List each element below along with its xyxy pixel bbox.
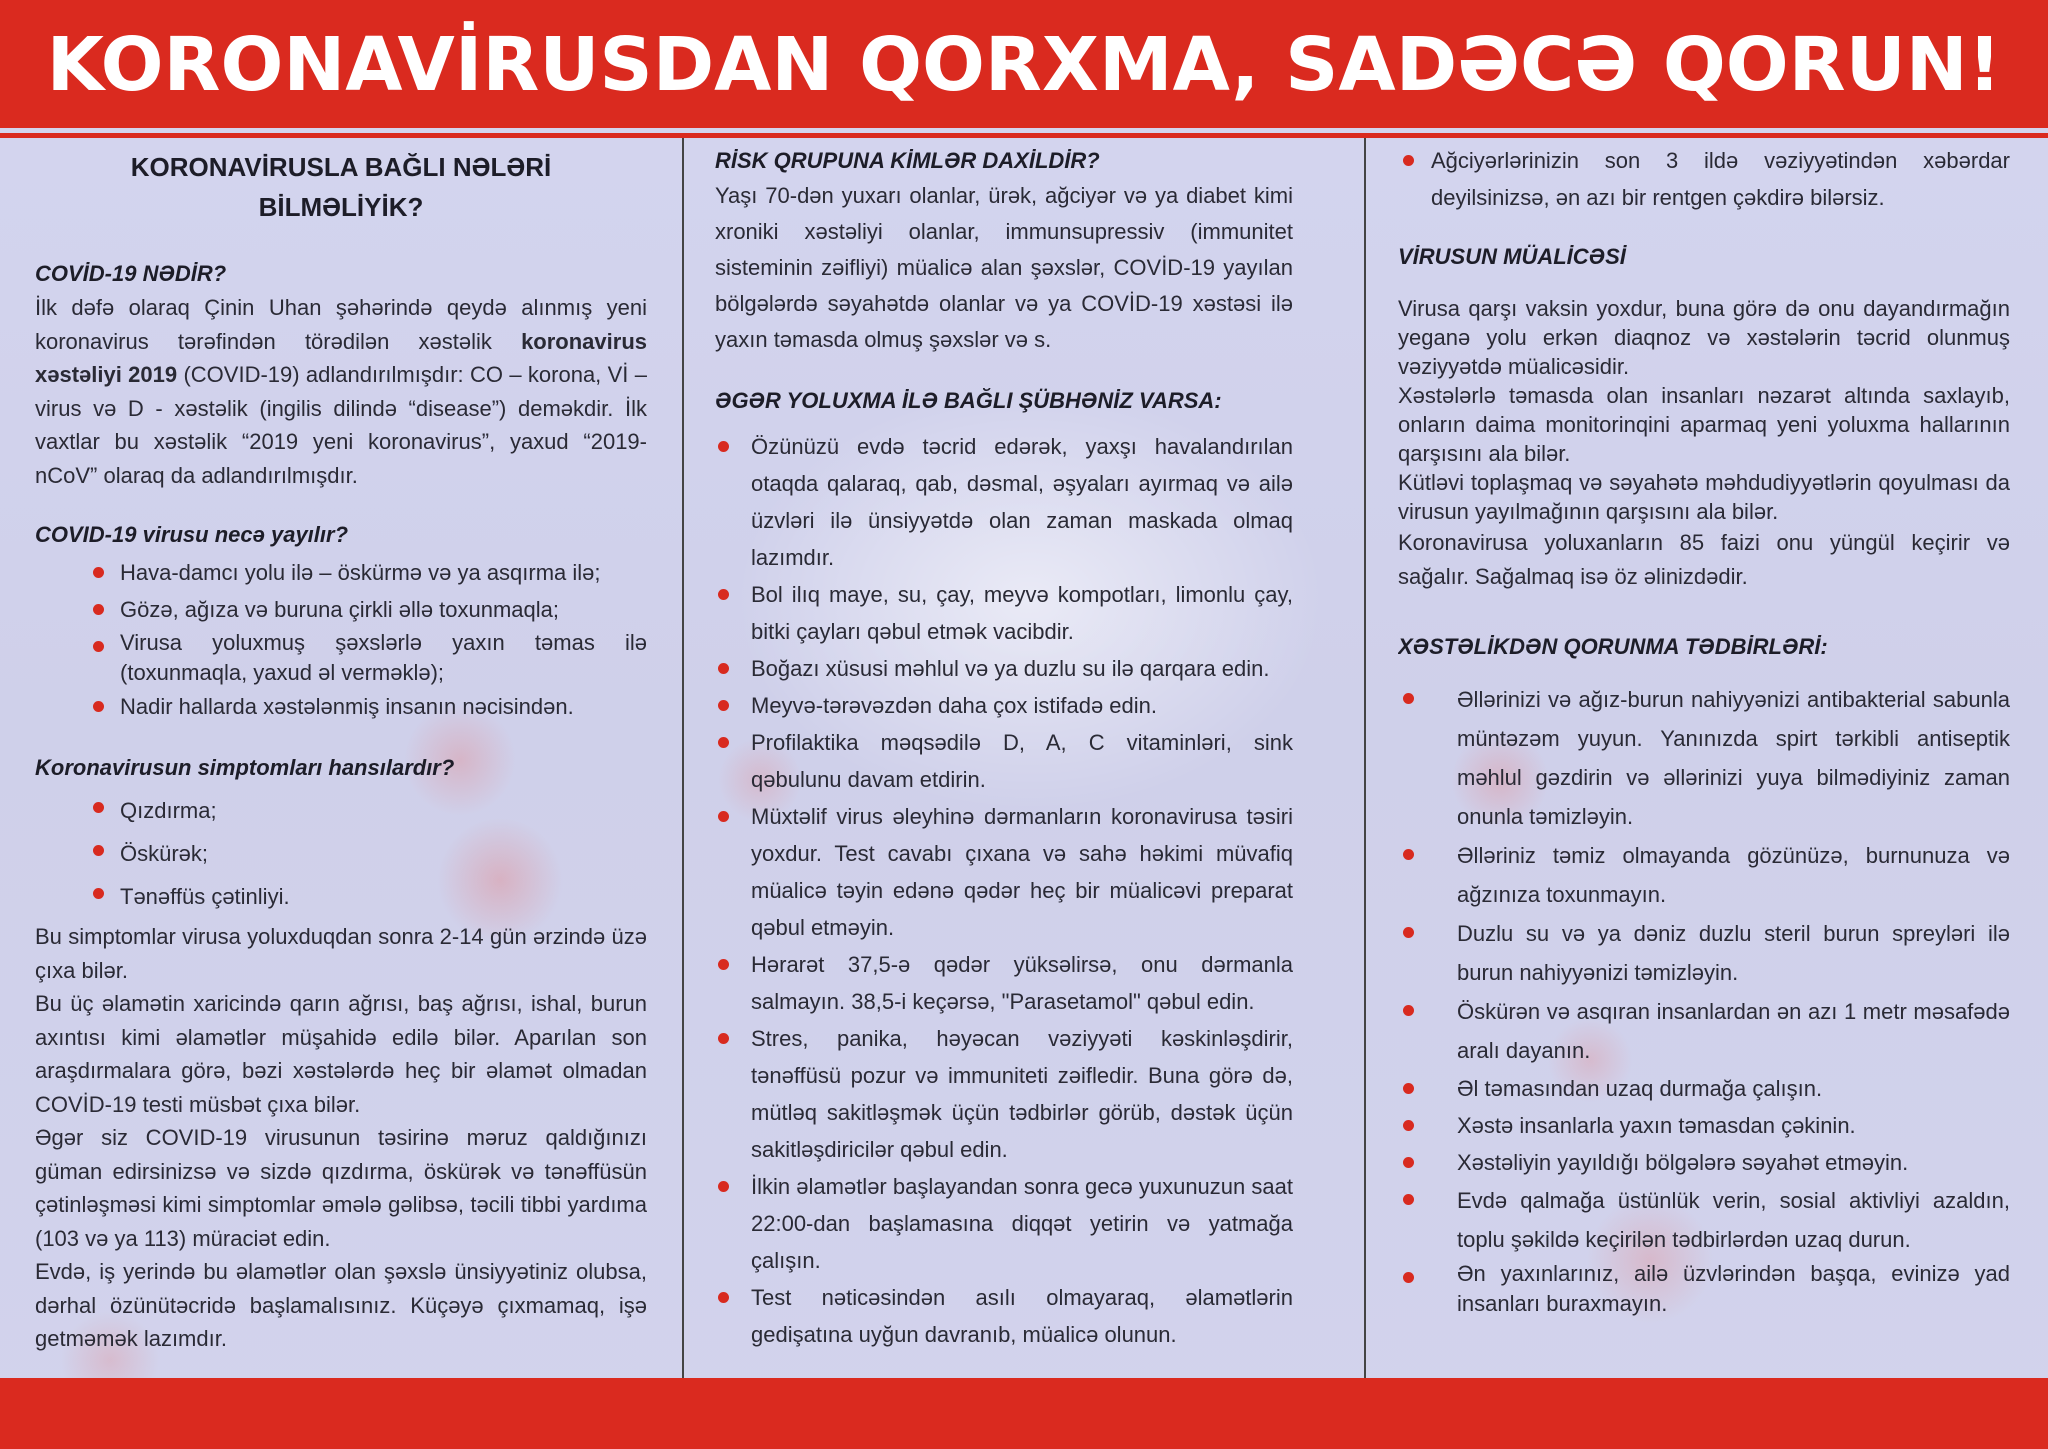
spread-list (35, 554, 647, 725)
paragraph-monitoring: Xəstələrlə təmasda olan insanları nəzarət altında saxlayıb, onların daima monitorinqini aparmaq yeni yoluxma hallarının qarşısını ala bilər. (1398, 383, 2010, 466)
list-item: Müxtəlif virus əleyhinə dərmanların koronavirusa təsiri yoxdur. Test cavabı çıxana və sahə həkimi müvafiq müalicə təyin edənə qədər heç bir müalicəvi preparat qəbul etməyin. (715, 798, 1293, 946)
list-item: Öskürən və asqıran insanlardan ən azı 1 metr məsafədə aralı dayanın. (1398, 992, 2010, 1070)
column-3 (1398, 138, 2010, 1378)
if-suspected-list (715, 428, 1293, 1353)
list-item: Hərarət 37,5-ə qədər yüksəlirsə, onu dərmanla salmayın. 38,5-i keçərsə, "Parasetamol" qəbul edin. (715, 946, 1293, 1020)
paragraph-emergency: Əgər siz COVID-19 virusunun təsirinə məruz qaldığınızı güman edirsinizsə və sizdə qızdırma, öskürək və tənəffüsün çətinləşməsi kimi simptomlar əmələ gəlibsə, təcili tibbi yardıma (103 və ya 113) müraciət edin. (35, 1125, 647, 1251)
list-item: Virusa yoluxmuş şəxslərlə yaxın təmas ilə (toxunmaqla, yaxud əl verməklə); (35, 628, 647, 688)
list-item: Tənəffüs çətinliyi. (35, 875, 647, 918)
list-item: Test nəticəsindən asılı olmayaraq, əlamətlərin gedişatına uyğun davranıb, müalicə olunun. (715, 1279, 1293, 1353)
paragraph-text: İlk dəfə olaraq Çinin Uhan şəhərində qeydə alınmış yeni koronavirus tərəfindən törədilən xəstəlik (35, 295, 647, 354)
column-1 (35, 138, 647, 1378)
list-item: Nadir hallarda xəstələnmiş insanın nəcisindən. (35, 688, 647, 725)
column-divider-1 (682, 138, 684, 1378)
list-item: Evdə qalmağa üstünlük verin, sosial aktivliyi azaldın, toplu şəkildə keçirilən tədbirlərdən uzaq durun. (1398, 1181, 2010, 1259)
bold-term: koronavirus xəstəliyi 2019 (35, 328, 647, 387)
paragraph-text: (COVID-19) adlandırılmışdır: CO – korona, Vİ – virus və D - xəstəlik (ingilis dilində “disease”) deməkdir. İlk vaxtlar bu xəstəlik “2019 yeni koronavirus”, yaxud “2019-nCoV” olaraq da adlandırılmışdır. (35, 362, 647, 488)
list-item: Əl təmasından uzaq durmağa çalışın. (1398, 1070, 2010, 1107)
paragraph-incubation: Bu simptomlar virusa yoluxduqdan sonra 2-14 gün ərzində üzə çıxa bilər. (35, 924, 647, 983)
list-item: İlkin əlamətlər başlayandan sonra gecə yuxunuzun saat 22:00-dan başlamasına diqqət yetirin və yatmağa çalışın. (715, 1168, 1293, 1279)
list-item: Əllərinizi və ağız-burun nahiyyənizi antibakterial sabunla müntəzəm yuyun. Yanınızda spirt tərkibli antiseptik məhlul gəzdirin və əllərinizi yuya bilmədiyiniz zaman onunla təmizləyin. (1398, 680, 2010, 836)
column-2 (715, 138, 1293, 1378)
section-heading-symptoms: Koronavirusun simptomları hansılardır? (35, 755, 455, 780)
column-divider-2 (1364, 138, 1366, 1378)
paragraph-what-is-covid (35, 291, 647, 492)
list-item: Qızdırma; (35, 789, 647, 832)
paragraph-self-isolation: Evdə, iş yerində bu əlamətlər olan şəxslə ünsiyyətiniz olubsa, dərhal özünütəcridə başlamalısınız. Küçəyə çıxmamaq, işə getməmək lazımdır. (35, 1259, 647, 1351)
list-item: Boğazı xüsusi məhlul və ya duzlu su ilə qarqara edin. (715, 650, 1293, 687)
poster-title: KORONAVİRUSDAN QORXMA, SADƏCƏ QORUN! (46, 22, 2002, 108)
list-item: Öskürək; (35, 832, 647, 875)
section-heading-spread: COVID-19 virusu necə yayılır? (35, 522, 349, 547)
header-banner (0, 0, 2048, 128)
paragraph-other-symptoms: Bu üç əlamətin xaricində qarın ağrısı, baş ağrısı, ishal, burun axıntısı kimi əlamətlər müşahidə edilə bilər. Aparılan son araşdırmalara görə, bəzi xəstələrdə heç bir əlamət olmadan COVİD-19 testi müsbət çıxa bilər. (35, 991, 647, 1117)
list-item: Bol ilıq maye, su, çay, meyvə kompotları, limonlu çay, bitki çayları qəbul etmək vacibdir. (715, 576, 1293, 650)
column-1-title (35, 147, 647, 227)
prevention-list (1398, 680, 2010, 1319)
symptoms-list (35, 789, 647, 918)
footer-banner (0, 1378, 2048, 1449)
list-item: Hava-damcı yolu ilə – öskürmə və ya asqırma ilə; (35, 554, 647, 591)
section-heading-prevention: XƏSTƏLİKDƏN QORUNMA TƏDBİRLƏRİ: (1398, 634, 1828, 659)
paragraph-no-vaccine: Virusa qarşı vaksin yoxdur, buna görə də onu dayandırmağın yeganə yolu erkən diaqnoz və xəstələrin təcrid olunmuş vəziyyətdə müalicəsidir. (1398, 296, 2010, 379)
list-item: Profilaktika məqsədilə D, A, C vitaminləri, sink qəbulunu davam etdirin. (715, 724, 1293, 798)
list-item: Xəstəliyin yayıldığı bölgələrə səyahət etməyin. (1398, 1144, 2010, 1181)
section-heading-treatment: VİRUSUN MÜALİCƏSİ (1398, 244, 1626, 269)
list-item: Ən yaxınlarınız, ailə üzvlərindən başqa, evinizə yad insanları buraxmayın. (1398, 1259, 2010, 1319)
list-item: Ağciyərlərinizin son 3 ildə vəziyyətindən xəbərdar deyilsinizsə, ən azı bir rentgen çəkdirə bilərsiz. (1398, 142, 2010, 216)
list-item: Əlləriniz təmiz olmayanda gözünüzə, burnunuza və ağzınıza toxunmayın. (1398, 836, 2010, 914)
section-heading-risk-group: RİSK QRUPUNA KİMLƏR DAXİLDİR? (715, 148, 1100, 173)
list-item: Xəstə insanlarla yaxın təmasdan çəkinin. (1398, 1107, 2010, 1144)
list-item: Gözə, ağıza və buruna çirkli əllə toxunmaqla; (35, 591, 647, 628)
paragraph-recovery: Koronavirusa yoluxanların 85 faizi onu yüngül keçirir və sağalır. Sağalmaq isə öz əlinizdədir. (1398, 530, 2010, 589)
paragraph-risk-group: Yaşı 70-dən yuxarı olanlar, ürək, ağciyər və ya diabet kimi xroniki xəstəliyi olanlar, immunsupressiv (immunitet sisteminin zəifliyi) müalicə alan şəxslər, COVİD-19 yayılan bölgələrdə səyahətdə olanlar və ya COVİD-19 xəstəsi ilə yaxın təmasda olmuş şəxslər və s. (715, 183, 1293, 352)
paragraph-restrictions: Kütləvi toplaşmaq və səyahətə məhdudiyyətlərin qoyulması da virusun yayılmağının qarşısını ala bilər. (1398, 470, 2010, 524)
column-1-title-line1: KORONAVİRUSLA BAĞLI NƏLƏRİ (130, 152, 552, 182)
column-1-title-line2: BİLMƏLİYİK? (258, 192, 424, 222)
section-heading-what-is-covid: COVİD-19 NƏDİR? (35, 261, 227, 286)
list-item: Meyvə-tərəvəzdən daha çox istifadə edin. (715, 687, 1293, 724)
xray-list (1398, 142, 2010, 216)
section-heading-if-suspected: ƏGƏR YOLUXMA İLƏ BAĞLI ŞÜBHƏNİZ VARSA: (715, 388, 1222, 413)
list-item: Duzlu su və ya dəniz duzlu steril burun spreyləri ilə burun nahiyyənizi təmizləyin. (1398, 914, 2010, 992)
list-item: Stres, panika, həyəcan vəziyyəti kəskinləşdirir, tənəffüsü pozur və immuniteti zəifledir. Buna görə də, mütləq sakitləşmək üçün tədbirlər görüb, dəstək üçün sakitləşdiricilər qəbul edin. (715, 1020, 1293, 1168)
list-item: Özünüzü evdə təcrid edərək, yaxşı havalandırılan otaqda qalaraq, qab, dəsmal, əşyaları ayırmaq və ailə üzvləri ilə ünsiyyətdə olan zaman maskada olmaq lazımdır. (715, 428, 1293, 576)
